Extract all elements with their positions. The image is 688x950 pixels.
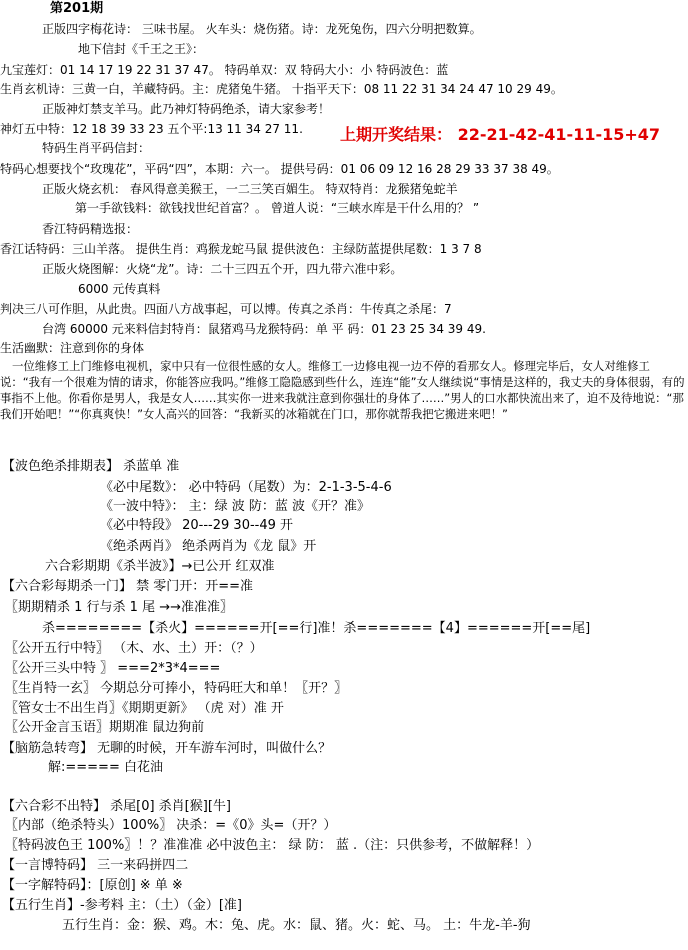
lotus-lamp-line: 九宝莲灯：01 14 17 19 22 31 37 47。 特码单双：双 特码大小：小 特码波色：蓝 — [0, 63, 449, 77]
no-special-line: 【六合彩不出特】 杀尾[0] 杀肖[猴][牛] — [2, 799, 231, 814]
one-word-bet-line: 【一言博特码】 三一来码拼四二 — [2, 858, 189, 873]
humor-title: 生活幽默：注意到你的身体 — [0, 341, 145, 355]
lamp-ban-line: 正版神灯禁支羊马。此乃神灯特码绝杀，请大家参考！ — [42, 102, 331, 116]
first-hand-line: 第一手欲钱料：欲钱找世纪首富？。 曾道人说：“三峡水库是干什么用的？ ” — [75, 201, 480, 215]
plum-poem-line: 正版四字梅花诗： 三味书屋。 火车头：烧伤猪。诗：龙死兔伤，四六分明把数算。 — [42, 22, 482, 36]
ms-guan-line: 〖管女士不出生肖〗《期期更新》 （虎 对）准 开 — [5, 701, 284, 716]
fax-title: 6000 元传真料 — [78, 282, 161, 296]
taiwan-line: 台湾 60000 元来料信封特肖：鼠猪鸡马龙猴特码：单 平 码：01 23 25 34 39 49. — [42, 322, 486, 336]
five-elements-line: 〖公开五行中特〗 （木、水、土）开：（？） — [5, 641, 263, 656]
hk-select-title: 香江特码精选报： — [42, 222, 139, 236]
fire-clue-line: 正版火烧玄机： 春风得意美猴王，一二三笑百媚生。 特双特肖：龙猴猪兔蛇羊 — [42, 182, 458, 196]
one-wave-line: 《一波中特》： 主：绿 波 防：蓝 波《开？准》 — [100, 499, 371, 514]
hk-talk-line: 香江话特码：三山羊落。 提供生肖：鸡猴龙蛇马鼠 提供波色：主绿防蓝提供尾数：1 3 7 8 — [0, 242, 482, 256]
rose-line: 特码心想要找个“玫瑰花”，平码“四”，本期：六一。 提供号码：01 06 09 12 16 28 29 33 37 38 49。 — [0, 162, 559, 176]
golden-words-line: 〖公开金言玉语〗期期准 鼠边狗前 — [5, 720, 205, 735]
half-wave-line: 六合彩期期《杀半波》】→已公开 红双准 — [45, 559, 275, 574]
humor-story: 一位维修工上门维修电视机，家中只有一位很性感的女人。维修工一边修电视一边不停的看那女人。修理完毕后，女人对维修工说：“我有一个很难为情的请求，你能答应我吗。”维修工隐隐感到些什么，连连“能”女人继续说“事情是这样的，我丈夫的身体很弱，有的事指不上他。你看你是男人，我是女人……其实你一进来我就注意到你强壮的身体了……”男人的口水都快流出来了，迫不及待地说：“那我们开始吧！”“你真爽快！”女人高兴的回答：“我新买的冰箱就在门口，那你就帮我把它搬进来吧！” — [0, 359, 685, 421]
wave-king-line: 〖特码波色王 100%〗！？准准准 必中波色主： 绿 防： 蓝 .（注：只供参考，不做解释！） — [5, 838, 540, 853]
fire-image-line: 正版火烧图解：火烧“龙”。诗：二十三四五个开，四九带六准中彩。 — [42, 262, 403, 276]
verdict-line: 判决三八可作胆，从此贵。四面八方战事起，可以博。传真之杀肖：牛传真之杀尾：7 — [0, 302, 452, 316]
three-heads-line: 〖公开三头中特 〗 ===2*3*4=== — [5, 661, 221, 676]
zodiac-poem-line: 生肖玄机诗：三黄一白，羊藏特码。主：虎猪兔牛猪。 十指平天下：08 11 22 31 34 24 47 10 29 49。 — [0, 82, 563, 96]
section-line: 《必中特段》 20---29 30--49 开 — [100, 518, 294, 533]
kill-row-tail-line: 〖期期精杀 1 行与杀 1 尾 →→准准准〗 — [5, 600, 233, 615]
period-title: 第201期 — [50, 1, 104, 16]
inner-kill-line: 〖内部（绝杀特头）100%〗 决杀：=《0》头=（开？） — [5, 818, 337, 833]
wave-table-title: 【波色绝杀排期表】 杀蓝单 准 — [2, 459, 180, 474]
kill-door-line: 【六合彩每期杀一门】 禁 零门开：开==准 — [2, 579, 254, 594]
kill-fire-line: 杀========【杀火】======开[==行]准！杀=======【4】======开[==尾] — [42, 621, 591, 636]
tail-line: 《必中尾数》： 必中特码（尾数）为：2-1-3-5-4-6 — [100, 480, 392, 495]
lamp-five-line: 神灯五中特：12 18 39 33 23 五个平:13 11 34 27 11. — [0, 122, 303, 136]
riddle-line: 【脑筋急转弯】 无聊的时候，开车游车河时，叫做什么？ — [2, 741, 332, 756]
last-result: 上期开奖结果： 22-21-42-41-11-15+47 — [340, 125, 661, 144]
riddle-answer: 解:===== 白花油 — [48, 760, 163, 775]
envelope-title-line: 特码生肖平码信封： — [42, 141, 151, 155]
five-zodiac-list: 五行生肖：金：猴、鸡。木：兔、虎。水：鼠、猪。火：蛇、马。 土：牛龙-羊-狗 — [62, 918, 531, 933]
one-char-line: 【一字解特码】：[原创] ※ 单 ※ — [2, 878, 183, 893]
zodiac-mystery-line: 〖生肖特一玄〗 今期总分可捧小，特码旺大和单！〖开？〗 — [5, 681, 348, 696]
five-zodiac-line: 【五行生肖】-参考料 主：（土）（金）[准] — [2, 898, 242, 913]
kill-two-line: 《绝杀两肖》 绝杀两肖为《龙 鼠》开 — [100, 539, 317, 554]
underground-envelope-line: 地下信封《千王之王》： — [78, 42, 205, 56]
